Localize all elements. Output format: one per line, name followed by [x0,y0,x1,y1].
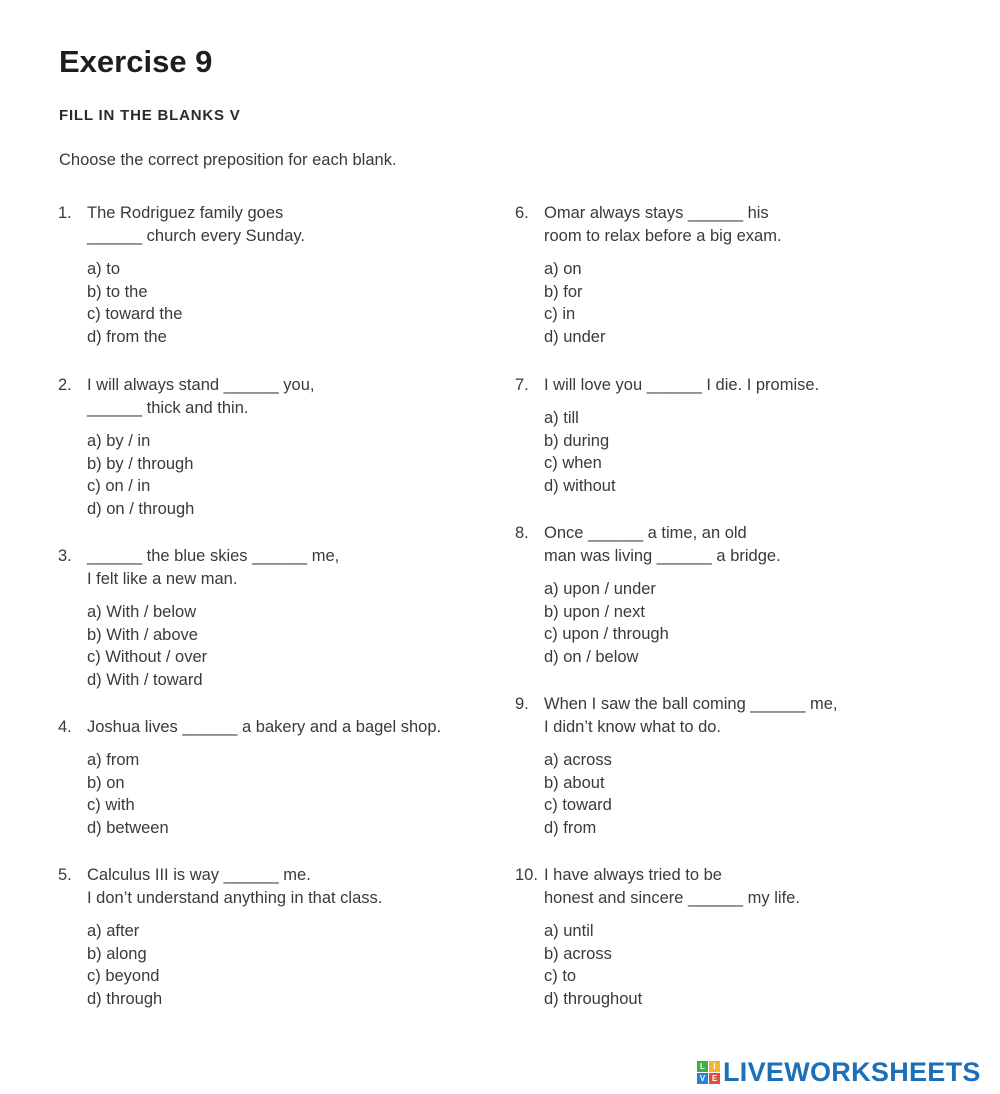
question-text: I will always stand ______ you, ______ thick and thin. [87,376,315,417]
answer-options [544,407,819,498]
answer-option[interactable]: c) when [544,454,602,473]
question-header [515,693,838,739]
answer-option[interactable]: d) from [544,819,597,838]
answer-option[interactable]: a) With / below [87,603,197,621]
answer-options [87,601,339,692]
answer-option[interactable]: b) during [544,431,610,450]
question-6 [515,202,782,349]
answer-option[interactable]: d) With / toward [87,671,203,690]
question-text: ______ the blue skies ______ me, I felt like a new man. [87,547,340,588]
question-10 [515,864,800,1011]
logo-text: LIVEWORKSHEETS [723,1057,981,1087]
answer-options [87,920,382,1011]
page-title: Exercise 9 [59,44,213,79]
question-number: 10. [515,866,538,884]
question-number: 5. [58,866,72,884]
question-number: 7. [515,376,529,394]
question-number: 1. [58,204,72,222]
answer-option[interactable]: b) on [87,773,125,792]
question-text: Once ______ a time, an old man was living ______ a bridge. [544,524,781,565]
question-text: The Rodriguez family goes ______ church every Sunday. [87,204,306,245]
question-header [515,374,819,397]
answer-option[interactable]: a) on [544,260,582,278]
answer-option[interactable]: d) through [87,990,163,1009]
logo-block-e: E [709,1073,720,1084]
answer-option[interactable]: b) along [87,944,147,963]
question-9 [515,693,838,840]
answer-options [87,258,305,349]
answer-option[interactable]: a) after [87,922,140,940]
question-header [515,864,800,910]
question-header [58,202,305,248]
answer-option[interactable]: a) upon / under [544,580,656,598]
question-3 [58,545,339,692]
answer-option[interactable]: a) across [544,751,612,769]
answer-options [544,749,838,840]
answer-option[interactable]: d) on / below [544,648,639,667]
answer-option[interactable]: c) with [87,796,135,815]
question-4 [58,716,441,840]
question-text: When I saw the ball coming ______ me, I didn’t know what to do. [544,695,838,736]
answer-option[interactable]: c) to [544,967,577,986]
logo-block-i: I [709,1061,720,1072]
answer-option[interactable]: b) by / through [87,454,194,473]
answer-option[interactable]: c) upon / through [544,625,669,644]
answer-option[interactable]: c) beyond [87,967,160,986]
answer-option[interactable]: a) from [87,751,140,769]
answer-options [544,578,781,669]
answer-option[interactable]: c) Without / over [87,648,208,667]
question-number: 9. [515,695,529,713]
answer-option[interactable]: a) by / in [87,432,151,450]
question-number: 3. [58,547,72,565]
question-number: 2. [58,376,72,394]
answer-option[interactable]: d) under [544,328,606,347]
answer-option[interactable]: d) between [87,819,169,838]
answer-options [87,430,314,521]
answer-option[interactable]: c) toward the [87,305,183,324]
answer-option[interactable]: c) toward [544,796,612,815]
question-text: I will love you ______ I die. I promise. [544,376,820,394]
logo-block-l: L [697,1061,708,1072]
answer-option[interactable]: d) throughout [544,990,643,1009]
answer-options [544,920,800,1011]
question-header [58,716,441,739]
question-2 [58,374,314,521]
answer-option[interactable]: b) With / above [87,625,198,644]
answer-options [544,258,782,349]
answer-option[interactable]: b) to the [87,282,148,301]
question-text: Calculus III is way ______ me. I don’t understand anything in that class. [87,866,383,907]
logo-block-v: V [697,1073,708,1084]
answer-option[interactable]: c) on / in [87,477,151,496]
answer-option[interactable]: c) in [544,305,576,324]
logo-blocks-icon [697,1061,720,1084]
question-8 [515,522,781,669]
answer-option[interactable]: a) until [544,922,594,940]
question-number: 6. [515,204,529,222]
question-text: Omar always stays ______ his room to relax before a big exam. [544,204,782,245]
answer-option[interactable]: b) upon / next [544,602,645,621]
question-1 [58,202,305,349]
question-7 [515,374,819,498]
liveworksheets-logo [697,1057,981,1088]
question-text: I have always tried to be honest and sincere ______ my life. [544,866,800,907]
question-text: Joshua lives ______ a bakery and a bagel shop. [87,718,442,736]
question-header [515,522,781,568]
instructions: Choose the correct preposition for each blank. [59,151,397,169]
question-header [58,374,314,420]
question-number: 4. [58,718,72,736]
question-header [515,202,782,248]
question-5 [58,864,382,1011]
answer-options [87,749,441,840]
answer-option[interactable]: b) across [544,944,612,963]
answer-option[interactable]: d) from the [87,328,167,347]
question-header [58,864,382,910]
answer-option[interactable]: a) to [87,260,121,278]
answer-option[interactable]: a) till [544,409,579,427]
answer-option[interactable]: d) on / through [87,500,195,519]
answer-option[interactable]: b) for [544,282,583,301]
question-header [58,545,339,591]
answer-option[interactable]: b) about [544,773,605,792]
exercise-subtitle: FILL IN THE BLANKS V [59,107,241,124]
question-number: 8. [515,524,529,542]
answer-option[interactable]: d) without [544,477,616,496]
